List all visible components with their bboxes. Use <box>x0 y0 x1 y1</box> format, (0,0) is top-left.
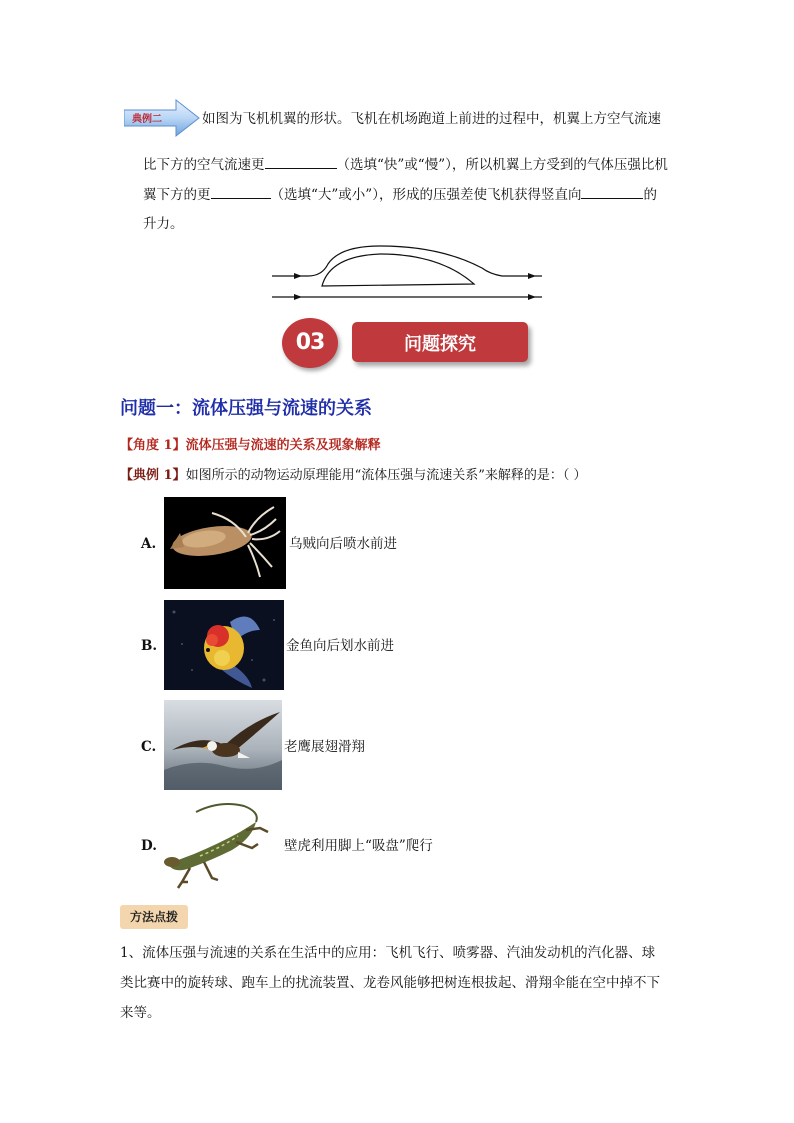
angle-label: 【角度 1】流体压强与流速的关系及现象解释 <box>120 438 381 453</box>
answer-blank-2[interactable] <box>211 186 271 199</box>
section-number-badge <box>282 318 338 368</box>
arrow-icon <box>294 294 302 300</box>
example2-line-3b: （选填“大”或小”），形成的压强差使飞机获得竖直向 <box>270 187 582 203</box>
method-line-1: 1、流体压强与流速的关系在生活中的应用：飞机飞行、喷雾器、汽油发动机的汽化器、球 <box>120 945 656 961</box>
eagle-photo <box>164 700 282 790</box>
example-tag-arrow <box>124 98 200 138</box>
option-b-text: 金鱼向后划水前进 <box>286 638 394 654</box>
example2-line-3 <box>143 185 657 205</box>
option-c-letter[interactable]: C. <box>141 739 157 755</box>
method-tip-tag <box>120 905 188 929</box>
example-tag-label: 典例二 <box>132 114 162 125</box>
option-a-text: 乌贼向后喷水前进 <box>289 536 397 552</box>
method-line-3: 来等。 <box>120 1005 161 1021</box>
example2-line-2 <box>143 155 668 175</box>
section-title: 问题探究 <box>404 334 476 355</box>
example1-tag: 【典例 1】 <box>120 468 186 483</box>
example2-line-1: 如图为飞机机翼的形状。飞机在机场跑道上前进的过程中，机翼上方空气流速 <box>202 111 661 127</box>
goldfish-photo <box>164 600 284 690</box>
arrow-icon <box>294 273 302 279</box>
option-c-text: 老鹰展翅滑翔 <box>284 739 365 755</box>
example2-line-3c: 的 <box>643 187 657 203</box>
section-number: 03 <box>295 330 325 355</box>
question-heading: 问题一：流体压强与流速的关系 <box>120 398 372 419</box>
arrow-icon <box>528 294 536 300</box>
example2-line-3a: 翼下方的更 <box>143 187 211 203</box>
answer-blank-1[interactable] <box>265 156 337 169</box>
answer-blank-3[interactable] <box>581 186 643 199</box>
method-tip-label: 方法点拨 <box>129 910 178 924</box>
option-a-letter[interactable]: A. <box>141 536 157 552</box>
option-d-letter[interactable]: D. <box>141 838 157 854</box>
lizard-photo <box>160 798 280 892</box>
example2-line-2a: 比下方的空气流速更 <box>143 157 265 173</box>
section-title-banner <box>352 322 528 362</box>
arrow-icon <box>528 273 536 279</box>
option-d-text: 壁虎利用脚上“吸盘”爬行 <box>284 838 433 854</box>
method-line-2: 类比赛中的旋转球、跑车上的扰流装置、龙卷风能够把树连根拔起、滑翔伞能在空中掉不下 <box>120 975 660 991</box>
squid-photo <box>164 497 286 589</box>
wing-airflow-diagram <box>270 242 546 308</box>
example1-question <box>120 466 587 486</box>
option-b-letter[interactable]: B. <box>141 638 158 654</box>
example2-line-2b: （选填“快”或“慢”），所以机翼上方受到的气体压强比机 <box>336 157 668 173</box>
example2-line-4: 升力。 <box>143 216 184 232</box>
upper-airflow-line <box>272 246 542 276</box>
wing-outline <box>322 254 474 286</box>
example1-text: 如图所示的动物运动原理能用“流体压强与流速关系”来解释的是：（ ） <box>185 468 587 483</box>
